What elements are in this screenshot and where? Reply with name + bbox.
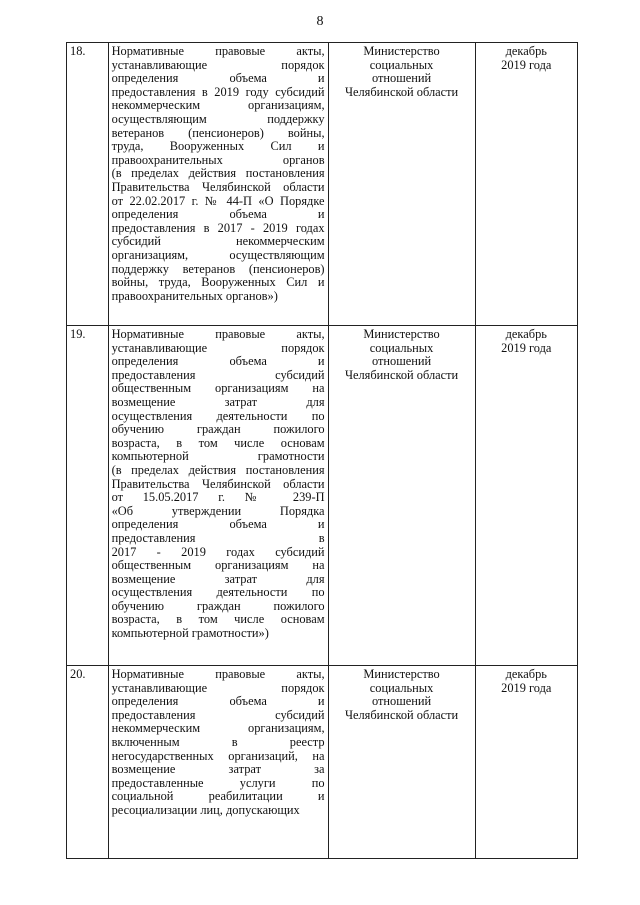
table-row bbox=[67, 43, 578, 326]
description-line: предоставления в 2019 году субсидий bbox=[111, 84, 325, 99]
description-line: некоммерческим организациям, bbox=[111, 98, 325, 113]
description-line: устанавливающие порядок bbox=[111, 57, 325, 72]
description-line: определения объема и bbox=[111, 354, 325, 369]
org-line: Министерство bbox=[363, 327, 440, 341]
description-line: Нормативные правовые акты, bbox=[111, 667, 325, 681]
row-deadline bbox=[475, 326, 577, 666]
description-line: некоммерческим организациям, bbox=[111, 721, 325, 736]
description-line: обучению граждан пожилого bbox=[111, 598, 325, 613]
description-line: осуществляющим поддержку bbox=[111, 111, 325, 126]
description-line: возмещение затрат для bbox=[111, 571, 325, 586]
description-line: (в пределах действия постановления bbox=[111, 462, 325, 477]
description-line: поддержку ветеранов (пенсионеров) bbox=[111, 261, 325, 276]
description-line: устанавливающие порядок bbox=[111, 680, 325, 695]
org-line: Министерство bbox=[363, 667, 440, 681]
description-line: «Об утверждении Порядка bbox=[111, 503, 325, 518]
description-line: войны, труда, Вооруженных Сил и bbox=[111, 275, 325, 290]
deadline-line: 2019 года bbox=[501, 57, 552, 72]
row-number: 20. bbox=[67, 666, 109, 859]
row-responsible-org bbox=[328, 326, 475, 666]
description-line: предоставленные услуги по bbox=[111, 775, 325, 790]
org-line: Министерство bbox=[363, 44, 440, 58]
description-line: возмещение затрат за bbox=[111, 762, 325, 777]
org-line: социальных bbox=[369, 680, 434, 695]
description-line: определения объема и bbox=[111, 694, 325, 709]
row-number: 19. bbox=[67, 326, 109, 666]
deadline-line: 2019 года bbox=[501, 340, 552, 355]
org-line: отношений bbox=[371, 71, 432, 86]
description-line: компьютерной грамотности») bbox=[111, 626, 269, 641]
description-line: предоставления в bbox=[111, 530, 325, 545]
row-responsible-org bbox=[328, 43, 475, 326]
description-line: ветеранов (пенсионеров) войны, bbox=[111, 125, 325, 140]
deadline-line: 2019 года bbox=[501, 680, 552, 695]
table-row bbox=[67, 666, 578, 859]
description-line: субсидий некоммерческим bbox=[111, 234, 325, 249]
org-line: социальных bbox=[369, 340, 434, 355]
row-deadline bbox=[475, 43, 577, 326]
description-line: от 15.05.2017 г. № 239-П bbox=[111, 490, 325, 505]
org-line: социальных bbox=[369, 57, 434, 72]
description-line: социальной реабилитации и bbox=[111, 789, 325, 804]
row-responsible-org bbox=[328, 666, 475, 859]
description-line: ресоциализации лиц, допускающих bbox=[111, 802, 300, 817]
description-line: предоставления субсидий bbox=[111, 367, 325, 382]
deadline-line: декабрь bbox=[505, 327, 547, 341]
description-line: правоохранительных органов bbox=[111, 152, 325, 167]
description-line: определения объема и bbox=[111, 207, 325, 222]
table-row bbox=[67, 326, 578, 666]
description-line: определения объема и bbox=[111, 517, 325, 532]
description-line: возраста, в том числе основам bbox=[111, 435, 325, 450]
description-line: общественным организациям на bbox=[111, 558, 325, 573]
description-line: Правительства Челябинской области bbox=[111, 179, 325, 194]
org-line: Челябинской области bbox=[344, 367, 459, 382]
description-line: возраста, в том числе основам bbox=[111, 612, 325, 627]
description-line: труда, Вооруженных Сил и bbox=[111, 139, 325, 154]
plan-table bbox=[66, 42, 578, 859]
description-line: (в пределах действия постановления bbox=[111, 166, 325, 181]
description-line: негосударственных организаций, на bbox=[111, 748, 325, 763]
description-line: осуществления деятельности по bbox=[111, 408, 325, 423]
description-line: 2017 - 2019 годах субсидий bbox=[111, 544, 325, 559]
deadline-line: декабрь bbox=[505, 667, 547, 681]
description-line: возмещение затрат для bbox=[111, 394, 325, 409]
description-line: определения объема и bbox=[111, 71, 325, 86]
description-line: общественным организациям на bbox=[111, 381, 325, 396]
row-description bbox=[108, 326, 328, 666]
description-line: предоставления субсидий bbox=[111, 707, 325, 722]
description-line: Нормативные правовые акты, bbox=[111, 327, 325, 341]
row-deadline bbox=[475, 666, 577, 859]
org-line: отношений bbox=[371, 694, 432, 709]
org-line: Челябинской области bbox=[344, 84, 459, 99]
org-line: отношений bbox=[371, 354, 432, 369]
row-description bbox=[108, 666, 328, 859]
deadline-line: декабрь bbox=[505, 44, 547, 58]
org-line: Челябинской области bbox=[344, 707, 459, 722]
description-line: обучению граждан пожилого bbox=[111, 422, 325, 437]
description-line: правоохранительных органов») bbox=[111, 288, 278, 303]
description-line: организациям, осуществляющим bbox=[111, 247, 325, 262]
table-body bbox=[67, 43, 578, 859]
description-line: от 22.02.2017 г. № 44-П «О Порядке bbox=[111, 193, 325, 208]
description-line: Нормативные правовые акты, bbox=[111, 44, 325, 58]
description-line: компьютерной грамотности bbox=[111, 449, 325, 464]
description-line: Правительства Челябинской области bbox=[111, 476, 325, 491]
row-number: 18. bbox=[67, 43, 109, 326]
description-line: предоставления в 2017 - 2019 годах bbox=[111, 220, 325, 235]
page-number: 8 bbox=[316, 14, 324, 29]
description-line: осуществления деятельности по bbox=[111, 585, 325, 600]
description-line: включенным в реестр bbox=[111, 734, 325, 749]
row-description bbox=[108, 43, 328, 326]
description-line: устанавливающие порядок bbox=[111, 340, 325, 355]
